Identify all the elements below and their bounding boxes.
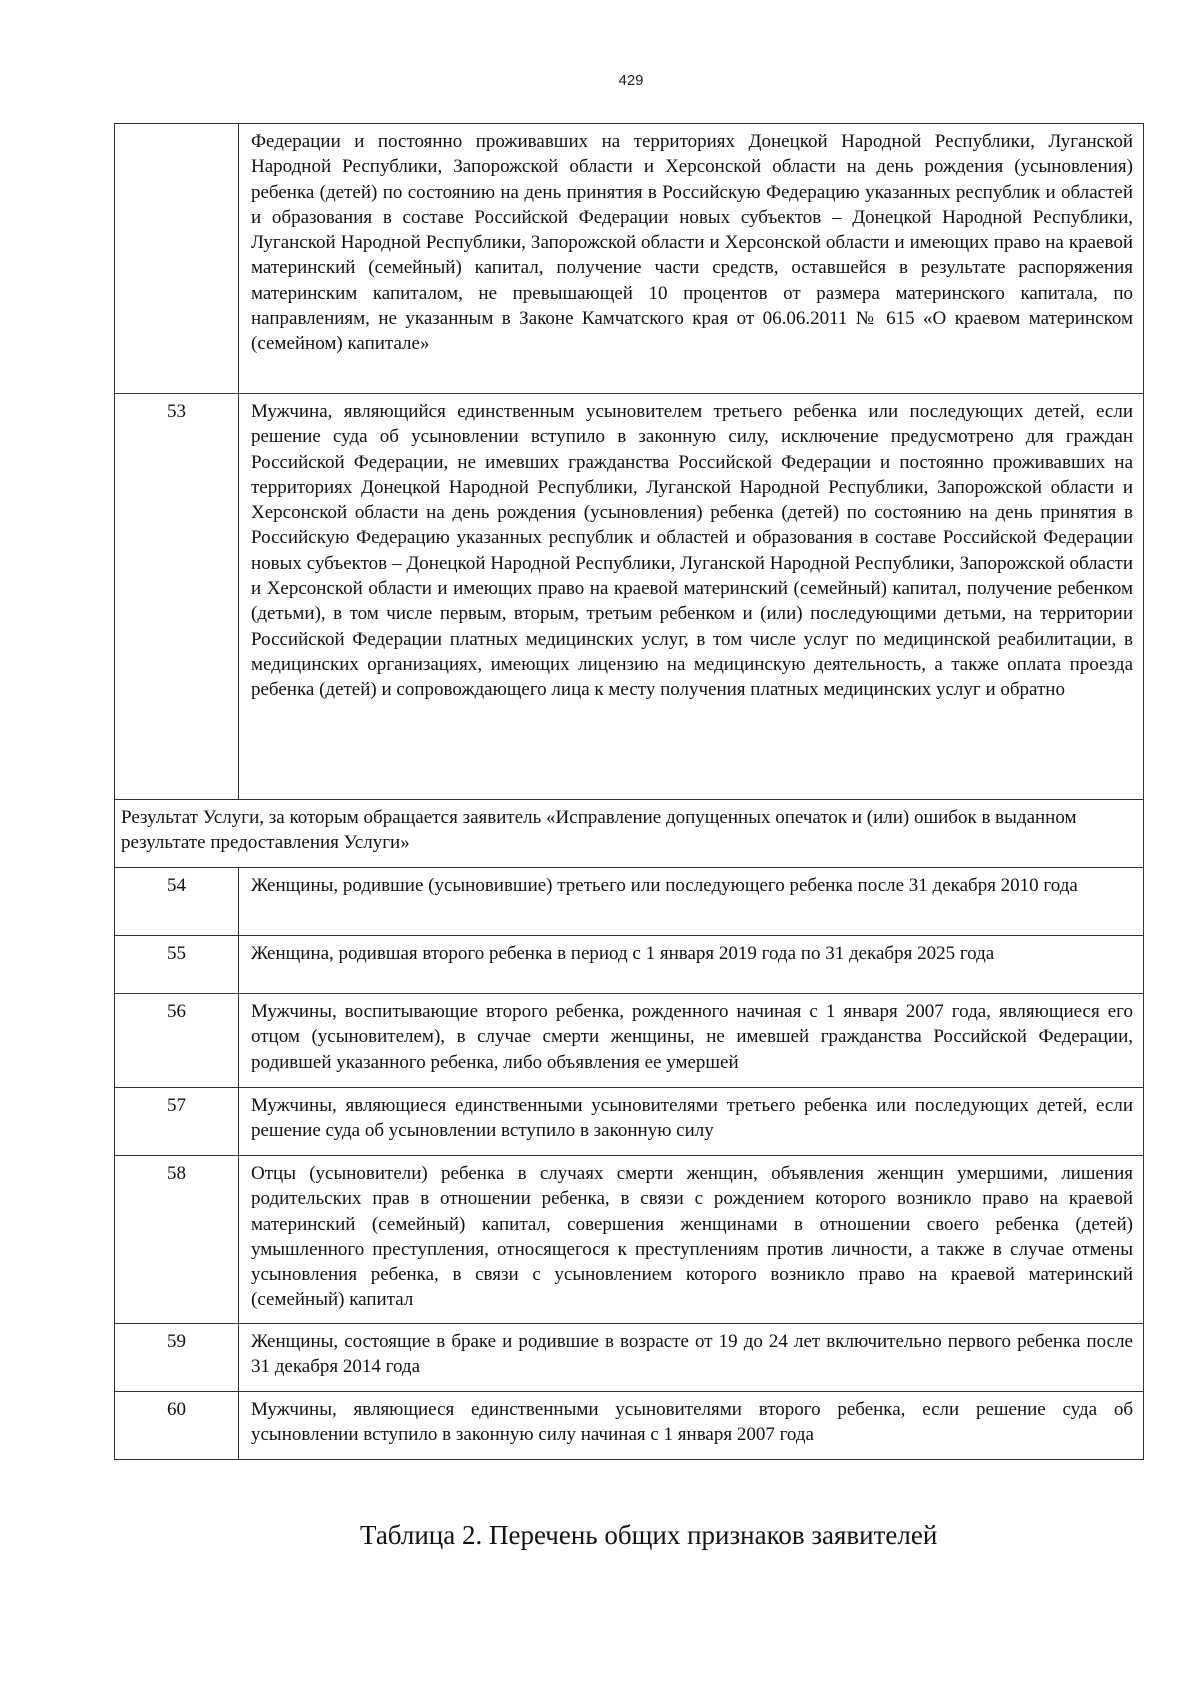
row-text: Мужчины, воспитывающие второго ребенка, рожденного начиная с 1 января 2007 года, являющиеся его отцом (усыновителем), в случае смерти женщины, не имевшей гражданства Российской Федерации, родившей указанного ребенка, либо объявления ее умершей <box>239 994 1144 1088</box>
row-number: 53 <box>115 394 239 800</box>
table-row <box>115 994 1144 1088</box>
row-text: Мужчина, являющийся единственным усыновителем третьего ребенка или последующих детей, если решение суда об усыновлении вступило в законную силу, исключение предусмотрено для граждан Российской Федерации, не имевших гражданства Российской Федерации и постоянно проживавших на территориях Донецкой Народной Республики, Луганской Народной Республики, Запорожской области и Херсонской области на день рождения (усыновления) ребенка (детей) по состоянию на день принятия в Российскую Федерацию указанных республик и областей и образования в составе Российской Федерации новых субъектов – Донецкой Народной Республики, Луганской Народной Республики, Запорожской области и Херсонской области и имеющих право на краевой материнский (семейный) капитал, получение ребенком (детьми), в том числе первым, вторым, третьим ребенком и (или) последующими детьми, на территории Российской Федерации платных медицинских услуг, в том числе услуг по медицинской реабилитации, в медицинских организациях, имеющих лицензию на медицинскую деятельность, а также оплата проезда ребенка (детей) и сопровождающего лица к месту получения платных медицинских услуг и обратно <box>239 394 1144 800</box>
row-number: 59 <box>115 1324 239 1392</box>
row-number: 55 <box>115 936 239 994</box>
row-number: 56 <box>115 994 239 1088</box>
row-text: Женщина, родившая второго ребенка в период с 1 января 2019 года по 31 декабря 2025 года <box>239 936 1144 994</box>
table-row <box>115 868 1144 936</box>
table-row <box>115 1392 1144 1460</box>
row-number: 58 <box>115 1156 239 1324</box>
row-text: Женщины, состоящие в браке и родившие в возрасте от 19 до 24 лет включительно первого ребенка после 31 декабря 2014 года <box>239 1324 1144 1392</box>
applicant-criteria-table <box>114 123 1144 1460</box>
table-row <box>115 394 1144 800</box>
row-number: 57 <box>115 1088 239 1156</box>
row-text: Федерации и постоянно проживавших на территориях Донецкой Народной Республики, Луганской Народной Республики, Запорожской области и Херсонской области на день рождения (усыновления) ребенка (детей) по состоянию на день принятия в Российскую Федерацию указанных республик и областей и образования в составе Российской Федерации новых субъектов – Донецкой Народной Республики, Луганской Народной Республики, Запорожской области и Херсонской области и имеющих право на краевой материнский (семейный) капитал, получение части средств, оставшейся в результате распоряжения материнским капиталом, не превышающей 10 процентов от размера материнского капитала, по направлениям, не указанным в Законе Камчатского края от 06.06.2011 № 615 «О краевом материнском (семейном) капитале» <box>239 124 1144 394</box>
row-text: Мужчины, являющиеся единственными усыновителями третьего ребенка или последующих детей, если решение суда об усыновлении вступило в законную силу <box>239 1088 1144 1156</box>
table-row <box>115 936 1144 994</box>
table-row <box>115 1324 1144 1392</box>
row-number <box>115 124 239 394</box>
section-header: Результат Услуги, за которым обращается заявитель «Исправление допущенных опечаток и (или) ошибок в выданном результате предоставления Услуги» <box>115 800 1144 868</box>
row-number: 54 <box>115 868 239 936</box>
row-text: Женщины, родившие (усыновившие) третьего или последующего ребенка после 31 декабря 2010 года <box>239 868 1144 936</box>
row-text: Мужчины, являющиеся единственными усыновителями второго ребенка, если решение суда об усыновлении вступило в законную силу начиная с 1 января 2007 года <box>239 1392 1144 1460</box>
page-number: 429 <box>618 72 644 89</box>
section-header-row <box>115 800 1144 868</box>
row-text: Отцы (усыновители) ребенка в случаях смерти женщин, объявления женщин умершими, лишения родительских прав в отношении ребенка, в связи с рождением которого возникло право на краевой материнский (семейный) капитал, совершения женщинами в отношении своего ребенка (детей) умышленного преступления, относящегося к преступлениям против личности, а также в случае отмены усыновления ребенка, в связи с усыновлением которого возникло право на краевой материнский (семейный) капитал <box>239 1156 1144 1324</box>
row-number: 60 <box>115 1392 239 1460</box>
table-row <box>115 1156 1144 1324</box>
table-row <box>115 1088 1144 1156</box>
table-caption: Таблица 2. Перечень общих признаков заявителей <box>360 1520 938 1550</box>
table-row <box>115 124 1144 394</box>
